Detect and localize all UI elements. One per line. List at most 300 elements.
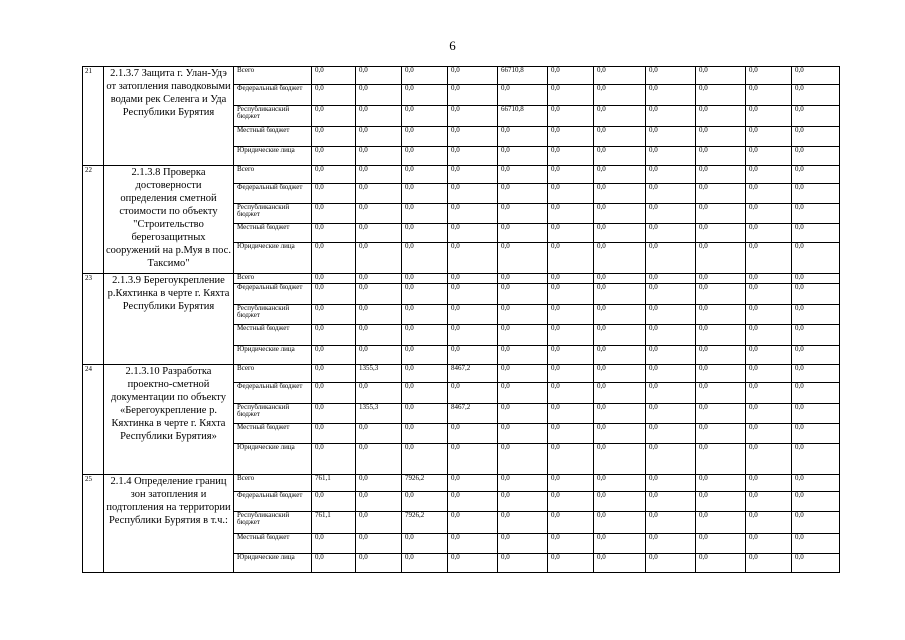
measure-title: 2.1.3.10 Разработка проектно-сметной документации по объекту «Берегоукрепление р. Кяхтинка в черте г. Кяхта Республики Бурятия» (104, 365, 234, 475)
amount-cell: 0,0 (548, 365, 594, 383)
amount-cell: 0,0 (594, 512, 646, 534)
funding-source: Республиканский бюджет (234, 404, 312, 424)
amount-cell: 7926,2 (402, 512, 448, 534)
funding-source: Юридические лица (234, 444, 312, 475)
amount-cell: 0,0 (646, 147, 696, 166)
amount-cell: 0,0 (498, 346, 548, 365)
amount-cell: 0,0 (312, 106, 356, 127)
amount-cell: 0,0 (448, 204, 498, 224)
amount-cell: 0,0 (548, 512, 594, 534)
amount-cell: 0,0 (646, 85, 696, 106)
amount-cell: 0,0 (402, 127, 448, 147)
amount-cell: 0,0 (548, 85, 594, 106)
amount-cell: 0,0 (312, 127, 356, 147)
amount-cell: 0,0 (448, 305, 498, 325)
measure-title: 2.1.3.9 Берегоукрепление р.Кяхтинка в черте г. Кяхта Республики Бурятия (104, 274, 234, 365)
amount-cell: 0,0 (792, 512, 840, 534)
amount-cell: 0,0 (746, 67, 792, 85)
amount-cell: 0,0 (448, 424, 498, 444)
amount-cell: 0,0 (792, 492, 840, 512)
row-number: 23 (83, 274, 104, 365)
amount-cell: 0,0 (594, 534, 646, 554)
amount-cell: 0,0 (594, 224, 646, 243)
amount-cell: 0,0 (548, 166, 594, 184)
amount-cell: 0,0 (356, 184, 402, 204)
amount-cell: 0,0 (696, 492, 746, 512)
funding-source: Юридические лица (234, 147, 312, 166)
amount-cell: 0,0 (548, 475, 594, 492)
row-number: 21 (83, 67, 104, 166)
measure-title: 2.1.3.7 Защита г. Улан-Удэ от затопления паводковыми водами рек Селенга и Уда Республики Бурятия (104, 67, 234, 166)
amount-cell: 0,0 (356, 274, 402, 284)
amount-cell: 0,0 (696, 67, 746, 85)
amount-cell: 0,0 (356, 325, 402, 346)
funding-source: Местный бюджет (234, 325, 312, 346)
amount-cell: 0,0 (498, 512, 548, 534)
amount-cell: 0,0 (696, 346, 746, 365)
amount-cell: 0,0 (646, 184, 696, 204)
amount-cell: 0,0 (646, 346, 696, 365)
amount-cell: 0,0 (548, 106, 594, 127)
amount-cell: 0,0 (696, 204, 746, 224)
amount-cell: 0,0 (402, 554, 448, 573)
amount-cell: 0,0 (746, 127, 792, 147)
amount-cell: 0,0 (548, 554, 594, 573)
amount-cell: 0,0 (792, 243, 840, 274)
amount-cell: 0,0 (792, 85, 840, 106)
amount-cell: 0,0 (646, 127, 696, 147)
amount-cell: 66710,8 (498, 106, 548, 127)
amount-cell: 0,0 (594, 554, 646, 573)
amount-cell: 0,0 (746, 404, 792, 424)
amount-cell: 0,0 (498, 475, 548, 492)
amount-cell: 0,0 (792, 346, 840, 365)
amount-cell: 0,0 (746, 106, 792, 127)
amount-cell: 0,0 (402, 106, 448, 127)
amount-cell: 0,0 (792, 424, 840, 444)
amount-cell: 0,0 (746, 184, 792, 204)
amount-cell: 0,0 (746, 475, 792, 492)
amount-cell: 0,0 (594, 184, 646, 204)
amount-cell: 0,0 (448, 184, 498, 204)
amount-cell: 0,0 (746, 492, 792, 512)
amount-cell: 0,0 (646, 204, 696, 224)
amount-cell: 0,0 (498, 147, 548, 166)
amount-cell: 0,0 (646, 534, 696, 554)
amount-cell: 0,0 (312, 554, 356, 573)
amount-cell: 0,0 (498, 166, 548, 184)
amount-cell: 0,0 (356, 127, 402, 147)
amount-cell: 0,0 (448, 67, 498, 85)
amount-cell: 0,0 (548, 67, 594, 85)
amount-cell: 0,0 (312, 404, 356, 424)
amount-cell: 0,0 (646, 475, 696, 492)
amount-cell: 0,0 (594, 492, 646, 512)
amount-cell: 0,0 (402, 325, 448, 346)
amount-cell: 0,0 (498, 492, 548, 512)
amount-cell: 0,0 (448, 106, 498, 127)
amount-cell: 0,0 (696, 534, 746, 554)
amount-cell: 0,0 (498, 127, 548, 147)
amount-cell: 0,0 (792, 184, 840, 204)
amount-cell: 0,0 (448, 284, 498, 305)
row-number: 25 (83, 475, 104, 573)
amount-cell: 0,0 (646, 224, 696, 243)
measure-title: 2.1.4 Определение границ зон затопления и подтопления на территории Республики Бурятия в т.ч.: (104, 475, 234, 573)
amount-cell: 0,0 (746, 243, 792, 274)
amount-cell: 0,0 (594, 475, 646, 492)
amount-cell: 0,0 (746, 346, 792, 365)
amount-cell: 0,0 (356, 475, 402, 492)
amount-cell: 1355,3 (356, 404, 402, 424)
amount-cell: 0,0 (792, 444, 840, 475)
amount-cell: 0,0 (646, 305, 696, 325)
amount-cell: 0,0 (548, 204, 594, 224)
amount-cell: 0,0 (498, 243, 548, 274)
amount-cell: 0,0 (646, 243, 696, 274)
amount-cell: 0,0 (746, 85, 792, 106)
amount-cell: 0,0 (746, 166, 792, 184)
amount-cell: 0,0 (356, 204, 402, 224)
row-number: 22 (83, 166, 104, 274)
amount-cell: 0,0 (498, 274, 548, 284)
amount-cell: 0,0 (594, 204, 646, 224)
amount-cell: 0,0 (696, 184, 746, 204)
amount-cell: 0,0 (746, 204, 792, 224)
amount-cell: 0,0 (312, 305, 356, 325)
amount-cell: 0,0 (312, 224, 356, 243)
funding-source: Республиканский бюджет (234, 305, 312, 325)
amount-cell: 0,0 (356, 512, 402, 534)
amount-cell: 0,0 (746, 365, 792, 383)
amount-cell: 0,0 (448, 554, 498, 573)
funding-source: Федеральный бюджет (234, 85, 312, 106)
amount-cell: 0,0 (498, 424, 548, 444)
amount-cell: 0,0 (356, 243, 402, 274)
amount-cell: 0,0 (646, 365, 696, 383)
amount-cell: 0,0 (548, 184, 594, 204)
amount-cell: 0,0 (696, 127, 746, 147)
funding-source: Всего (234, 274, 312, 284)
amount-cell: 0,0 (498, 554, 548, 573)
amount-cell: 0,0 (402, 365, 448, 383)
amount-cell: 0,0 (498, 534, 548, 554)
amount-cell: 0,0 (448, 444, 498, 475)
funding-source: Федеральный бюджет (234, 492, 312, 512)
amount-cell: 0,0 (696, 243, 746, 274)
amount-cell: 0,0 (792, 534, 840, 554)
amount-cell: 0,0 (548, 274, 594, 284)
amount-cell: 0,0 (356, 284, 402, 305)
amount-cell: 0,0 (448, 346, 498, 365)
table-row (83, 67, 840, 85)
amount-cell: 0,0 (646, 106, 696, 127)
amount-cell: 0,0 (746, 274, 792, 284)
amount-cell: 0,0 (646, 444, 696, 475)
amount-cell: 0,0 (356, 492, 402, 512)
funding-source: Всего (234, 67, 312, 85)
amount-cell: 0,0 (594, 325, 646, 346)
funding-source: Всего (234, 365, 312, 383)
amount-cell: 0,0 (498, 383, 548, 404)
amount-cell: 0,0 (696, 424, 746, 444)
funding-source: Республиканский бюджет (234, 106, 312, 127)
amount-cell: 761,1 (312, 512, 356, 534)
amount-cell: 0,0 (696, 305, 746, 325)
amount-cell: 0,0 (312, 346, 356, 365)
amount-cell: 0,0 (792, 147, 840, 166)
amount-cell: 0,0 (498, 444, 548, 475)
amount-cell: 0,0 (792, 127, 840, 147)
amount-cell: 761,1 (312, 475, 356, 492)
amount-cell: 0,0 (792, 67, 840, 85)
amount-cell: 0,0 (792, 475, 840, 492)
amount-cell: 0,0 (792, 224, 840, 243)
amount-cell: 0,0 (312, 147, 356, 166)
amount-cell: 0,0 (548, 127, 594, 147)
amount-cell: 0,0 (356, 85, 402, 106)
amount-cell: 0,0 (402, 424, 448, 444)
amount-cell: 0,0 (594, 346, 646, 365)
amount-cell: 0,0 (448, 243, 498, 274)
amount-cell: 0,0 (548, 404, 594, 424)
amount-cell: 0,0 (402, 224, 448, 243)
amount-cell: 0,0 (696, 325, 746, 346)
amount-cell: 0,0 (792, 274, 840, 284)
measure-title: 2.1.3.8 Проверка достоверности определения сметной стоимости по объекту "Строительство берегозащитных сооружений на р.Муя в пос. Таксимо" (104, 166, 234, 274)
amount-cell: 0,0 (646, 383, 696, 404)
amount-cell: 0,0 (792, 166, 840, 184)
amount-cell: 0,0 (696, 274, 746, 284)
amount-cell: 0,0 (548, 305, 594, 325)
funding-source: Местный бюджет (234, 424, 312, 444)
amount-cell: 0,0 (594, 147, 646, 166)
amount-cell: 0,0 (594, 243, 646, 274)
amount-cell: 0,0 (696, 554, 746, 573)
funding-source: Всего (234, 475, 312, 492)
amount-cell: 0,0 (448, 224, 498, 243)
amount-cell: 0,0 (356, 424, 402, 444)
amount-cell: 8467,2 (448, 404, 498, 424)
amount-cell: 0,0 (498, 284, 548, 305)
amount-cell: 0,0 (312, 534, 356, 554)
amount-cell: 0,0 (402, 274, 448, 284)
amount-cell: 0,0 (746, 305, 792, 325)
amount-cell: 0,0 (792, 404, 840, 424)
amount-cell: 0,0 (402, 492, 448, 512)
amount-cell: 0,0 (696, 444, 746, 475)
amount-cell: 0,0 (594, 444, 646, 475)
amount-cell: 0,0 (696, 106, 746, 127)
amount-cell: 0,0 (498, 184, 548, 204)
amount-cell: 0,0 (448, 492, 498, 512)
amount-cell: 0,0 (548, 224, 594, 243)
amount-cell: 0,0 (548, 492, 594, 512)
funding-source: Федеральный бюджет (234, 184, 312, 204)
amount-cell: 0,0 (356, 383, 402, 404)
amount-cell: 8467,2 (448, 365, 498, 383)
amount-cell: 0,0 (448, 147, 498, 166)
amount-cell: 0,0 (448, 127, 498, 147)
amount-cell: 0,0 (312, 284, 356, 305)
amount-cell: 0,0 (594, 106, 646, 127)
amount-cell: 0,0 (448, 534, 498, 554)
amount-cell: 0,0 (746, 512, 792, 534)
amount-cell: 0,0 (402, 184, 448, 204)
amount-cell: 0,0 (312, 243, 356, 274)
amount-cell: 0,0 (746, 383, 792, 404)
amount-cell: 0,0 (696, 147, 746, 166)
amount-cell: 0,0 (696, 85, 746, 106)
amount-cell: 0,0 (498, 365, 548, 383)
amount-cell: 0,0 (548, 284, 594, 305)
funding-source: Юридические лица (234, 346, 312, 365)
amount-cell: 0,0 (792, 554, 840, 573)
amount-cell: 0,0 (356, 147, 402, 166)
amount-cell: 0,0 (312, 365, 356, 383)
amount-cell: 0,0 (792, 284, 840, 305)
funding-source: Федеральный бюджет (234, 284, 312, 305)
amount-cell: 0,0 (402, 404, 448, 424)
amount-cell: 0,0 (312, 424, 356, 444)
table-row (83, 166, 840, 184)
funding-source: Местный бюджет (234, 534, 312, 554)
amount-cell: 0,0 (594, 365, 646, 383)
amount-cell: 1355,3 (356, 365, 402, 383)
amount-cell: 0,0 (312, 85, 356, 106)
amount-cell: 0,0 (548, 346, 594, 365)
amount-cell: 0,0 (696, 383, 746, 404)
amount-cell: 0,0 (402, 204, 448, 224)
amount-cell: 0,0 (312, 204, 356, 224)
amount-cell: 0,0 (746, 534, 792, 554)
amount-cell: 0,0 (356, 554, 402, 573)
amount-cell: 0,0 (696, 284, 746, 305)
amount-cell: 0,0 (448, 166, 498, 184)
amount-cell: 0,0 (356, 346, 402, 365)
amount-cell: 0,0 (548, 243, 594, 274)
amount-cell: 0,0 (402, 383, 448, 404)
amount-cell: 0,0 (594, 85, 646, 106)
amount-cell: 0,0 (646, 512, 696, 534)
table-row (83, 475, 840, 492)
amount-cell: 0,0 (594, 284, 646, 305)
amount-cell: 0,0 (312, 444, 356, 475)
funding-source: Юридические лица (234, 243, 312, 274)
amount-cell: 0,0 (696, 224, 746, 243)
amount-cell: 0,0 (356, 67, 402, 85)
amount-cell: 0,0 (498, 224, 548, 243)
table-row (83, 365, 840, 383)
amount-cell: 0,0 (646, 404, 696, 424)
amount-cell: 0,0 (646, 325, 696, 346)
amount-cell: 0,0 (646, 554, 696, 573)
funding-source: Юридические лица (234, 554, 312, 573)
amount-cell: 0,0 (356, 166, 402, 184)
amount-cell: 0,0 (646, 284, 696, 305)
amount-cell: 0,0 (548, 383, 594, 404)
amount-cell: 0,0 (312, 492, 356, 512)
funding-source: Всего (234, 166, 312, 184)
amount-cell: 0,0 (746, 325, 792, 346)
amount-cell: 0,0 (646, 67, 696, 85)
amount-cell: 66710,8 (498, 67, 548, 85)
amount-cell: 0,0 (498, 305, 548, 325)
amount-cell: 0,0 (792, 204, 840, 224)
amount-cell: 0,0 (312, 67, 356, 85)
amount-cell: 0,0 (548, 325, 594, 346)
amount-cell: 0,0 (312, 325, 356, 346)
amount-cell: 0,0 (548, 424, 594, 444)
amount-cell: 0,0 (402, 147, 448, 166)
amount-cell: 0,0 (402, 67, 448, 85)
page-number: 6 (449, 38, 456, 53)
amount-cell: 0,0 (402, 305, 448, 325)
amount-cell: 0,0 (402, 284, 448, 305)
amount-cell: 0,0 (402, 166, 448, 184)
funding-source: Местный бюджет (234, 127, 312, 147)
funding-source: Местный бюджет (234, 224, 312, 243)
amount-cell: 0,0 (498, 204, 548, 224)
amount-cell: 0,0 (646, 166, 696, 184)
amount-cell: 0,0 (746, 284, 792, 305)
amount-cell: 0,0 (448, 325, 498, 346)
amount-cell: 0,0 (356, 305, 402, 325)
amount-cell: 0,0 (792, 325, 840, 346)
amount-cell: 0,0 (646, 274, 696, 284)
amount-cell: 0,0 (402, 243, 448, 274)
amount-cell: 0,0 (594, 305, 646, 325)
amount-cell: 0,0 (746, 444, 792, 475)
amount-cell: 0,0 (696, 512, 746, 534)
amount-cell: 0,0 (746, 147, 792, 166)
amount-cell: 0,0 (356, 106, 402, 127)
amount-cell: 0,0 (448, 85, 498, 106)
amount-cell: 0,0 (646, 424, 696, 444)
amount-cell: 0,0 (792, 106, 840, 127)
amount-cell: 0,0 (594, 424, 646, 444)
amount-cell: 0,0 (498, 404, 548, 424)
amount-cell: 0,0 (312, 274, 356, 284)
amount-cell: 0,0 (312, 383, 356, 404)
funding-source: Республиканский бюджет (234, 512, 312, 534)
amount-cell: 0,0 (548, 147, 594, 166)
amount-cell: 0,0 (548, 444, 594, 475)
amount-cell: 0,0 (356, 534, 402, 554)
amount-cell: 0,0 (594, 404, 646, 424)
funding-source: Федеральный бюджет (234, 383, 312, 404)
amount-cell: 0,0 (402, 346, 448, 365)
amount-cell: 0,0 (402, 85, 448, 106)
amount-cell: 0,0 (594, 127, 646, 147)
amount-cell: 0,0 (594, 166, 646, 184)
amount-cell: 0,0 (792, 365, 840, 383)
amount-cell: 0,0 (792, 305, 840, 325)
amount-cell: 0,0 (448, 475, 498, 492)
amount-cell: 0,0 (548, 534, 594, 554)
amount-cell: 0,0 (746, 424, 792, 444)
amount-cell: 0,0 (312, 184, 356, 204)
amount-cell: 0,0 (696, 475, 746, 492)
row-number: 24 (83, 365, 104, 475)
amount-cell: 0,0 (696, 365, 746, 383)
budget-table (82, 66, 840, 573)
amount-cell: 0,0 (498, 85, 548, 106)
amount-cell: 0,0 (312, 166, 356, 184)
amount-cell: 0,0 (746, 554, 792, 573)
amount-cell: 0,0 (402, 534, 448, 554)
amount-cell: 0,0 (448, 512, 498, 534)
